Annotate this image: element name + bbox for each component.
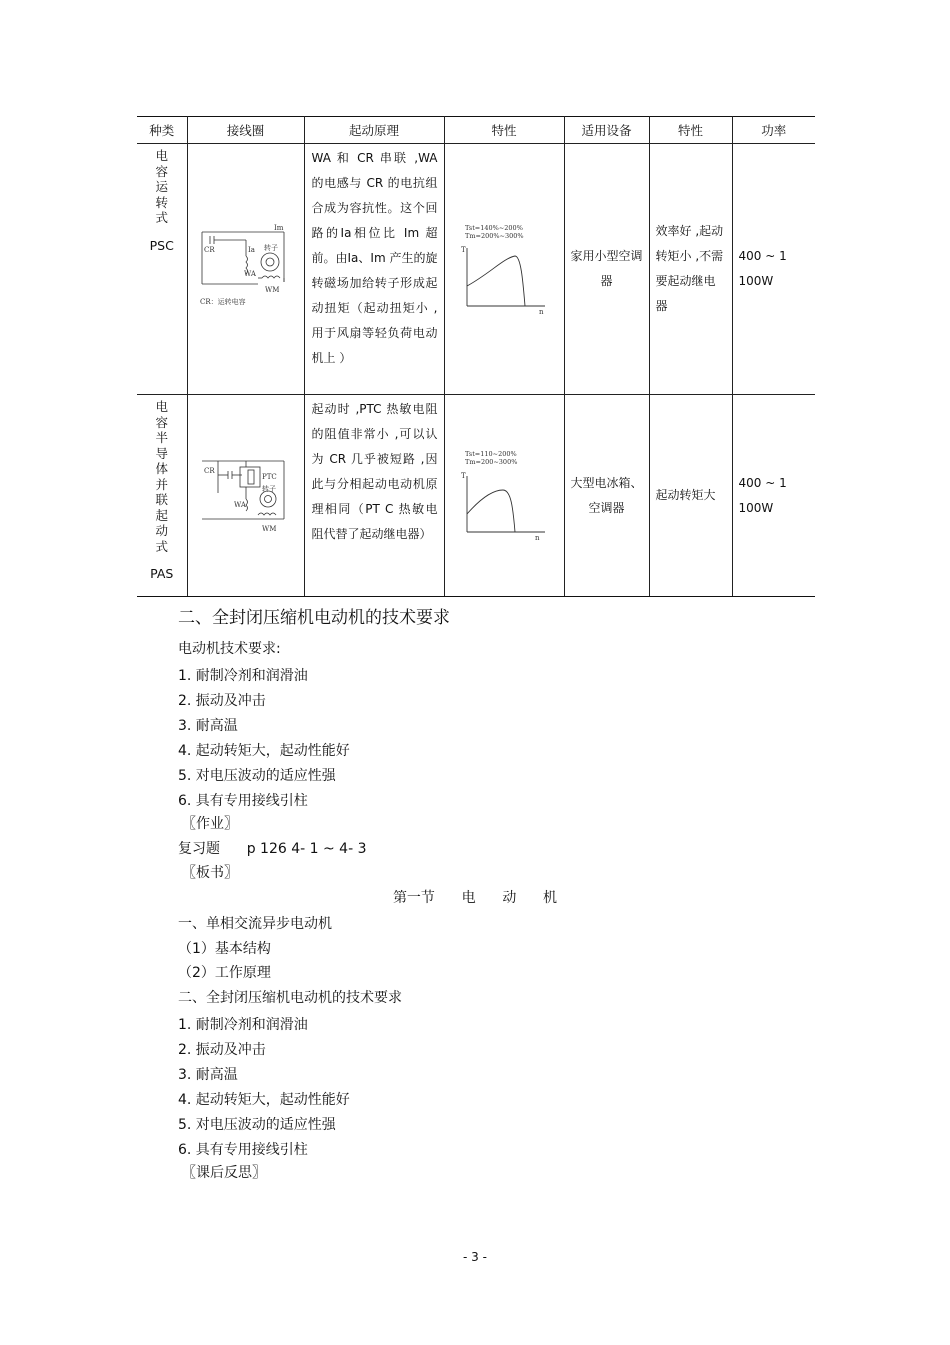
curve-cell	[444, 395, 564, 597]
requirement-item: 4. 起动转矩大，起动性能好	[178, 743, 350, 759]
requirement-item: 5. 对电压波动的适应性强	[178, 768, 336, 784]
kind-name-en: PSC	[149, 237, 174, 253]
board-label: 〖板书〗	[182, 865, 238, 881]
header-power: 功率	[732, 117, 815, 144]
header-curve: 特性	[444, 117, 564, 144]
diagram-wm-label: WM	[264, 285, 279, 294]
board-outline-item: （2）工作原理	[178, 965, 271, 981]
wiring-diagram-cell	[187, 395, 304, 597]
diagram-wa-label: WA	[243, 269, 256, 278]
pas-wiring-diagram	[198, 453, 294, 535]
requirement-item: 2. 振动及冲击	[178, 693, 266, 709]
requirement-item: 6. 具有专用接线引柱	[178, 793, 308, 809]
kind-name-cn: 电容运转式	[155, 148, 168, 225]
diagram-rotor-label: 转子	[263, 243, 278, 252]
diagram-rotor-label: 转子	[261, 485, 276, 493]
features-cell: 起动转矩大	[649, 395, 732, 597]
diagram-cr-label: CR	[203, 245, 215, 254]
power-cell: 400 ~ 1 100W	[732, 144, 815, 395]
curve-line1: Tst=110~200%	[465, 450, 517, 458]
board-outline-item: 二、全封闭压缩机电动机的技术要求	[178, 990, 402, 1006]
curve-y-axis-label: T	[461, 245, 466, 254]
kind-cell	[137, 395, 187, 597]
page-number: - 3 -	[463, 1250, 487, 1264]
power-cell: 400 ~ 1 100W	[732, 395, 815, 597]
header-kind: 种类	[137, 117, 187, 144]
homework-text: 复习题 p 126 4- 1 ~ 4- 3	[178, 841, 367, 857]
curve-line2: Tm=200~300%	[465, 458, 518, 466]
board-outline-item: （1）基本结构	[178, 941, 271, 957]
board-requirement-item: 4. 起动转矩大，起动性能好	[178, 1092, 350, 1108]
curve-line1: Tst=140%~200%	[465, 223, 523, 232]
header-principle: 起动原理	[304, 117, 444, 144]
kind-cell	[137, 144, 187, 395]
board-requirement-item: 3. 耐高温	[178, 1067, 238, 1083]
board-requirement-item: 1. 耐制冷剂和润滑油	[178, 1017, 308, 1033]
psc-torque-curve	[459, 222, 549, 314]
curve-x-axis-label: n	[539, 307, 544, 314]
psc-wiring-diagram	[198, 222, 294, 314]
homework-label: 〖作业〗	[182, 816, 238, 832]
header-features: 特性	[649, 117, 732, 144]
table-header-row	[137, 117, 815, 144]
diagram-wm-label: WM	[261, 525, 276, 533]
principle-cell: 起动时 ,PTC 热敏电阻的阻值非常小 ,可以认为 CR 几乎被短路 ,因此与分相起动电动机原理相同（PT C 热敏电阻代替了起动继电器）	[304, 395, 444, 597]
table-row	[137, 144, 815, 395]
curve-cell	[444, 144, 564, 395]
devices-cell: 大型电冰箱、空调器	[564, 395, 649, 597]
reflection-label: 〖课后反思〗	[182, 1165, 266, 1181]
motor-types-table	[137, 116, 815, 597]
diagram-ptc-label: PTC	[261, 473, 277, 481]
requirement-item: 3. 耐高温	[178, 718, 238, 734]
diagram-cr-label: CR	[203, 467, 215, 475]
principle-cell: WA 和 CR 串联 ,WA 的电感与 CR 的电抗组合成为容抗性。这个回路的Ia相位比 Im 超前。由Ia、Im 产生的旋转磁场加给转子形成起动扭矩（起动扭矩小 ,用于风扇等轻负荷电动机上 ）	[304, 144, 444, 395]
diagram-im-label: Im	[273, 223, 283, 232]
board-outline-item: 一、单相交流异步电动机	[178, 916, 332, 932]
requirements-intro: 电动机技术要求:	[178, 641, 281, 657]
wiring-diagram-cell	[187, 144, 304, 395]
curve-line2: Tm=200%~300%	[465, 231, 524, 240]
devices-cell: 家用小型空调器	[564, 144, 649, 395]
pas-torque-curve	[459, 448, 549, 540]
diagram-ia-label: Ia	[247, 245, 255, 254]
curve-x-axis-label: n	[535, 534, 540, 540]
curve-y-axis-label: T	[461, 472, 466, 480]
section-title: 二、全封闭压缩机电动机的技术要求	[178, 608, 450, 628]
kind-name-cn: 电容半导体并联起动式	[155, 399, 168, 554]
diagram-wa-label: WA	[233, 501, 246, 509]
board-requirement-item: 5. 对电压波动的适应性强	[178, 1117, 336, 1133]
table-row	[137, 395, 815, 597]
header-devices: 适用设备	[564, 117, 649, 144]
diagram-caption: CR：运转电容	[199, 297, 246, 306]
features-cell: 效率好 ,起动转矩小 ,不需要起动继电器	[649, 144, 732, 395]
kind-name-en: PAS	[150, 566, 174, 581]
header-wiring: 接线圈	[187, 117, 304, 144]
requirement-item: 1. 耐制冷剂和润滑油	[178, 668, 308, 684]
board-requirement-item: 6. 具有专用接线引柱	[178, 1142, 308, 1158]
board-title: 第一节 电 动 机	[392, 890, 558, 906]
board-requirement-item: 2. 振动及冲击	[178, 1042, 266, 1058]
